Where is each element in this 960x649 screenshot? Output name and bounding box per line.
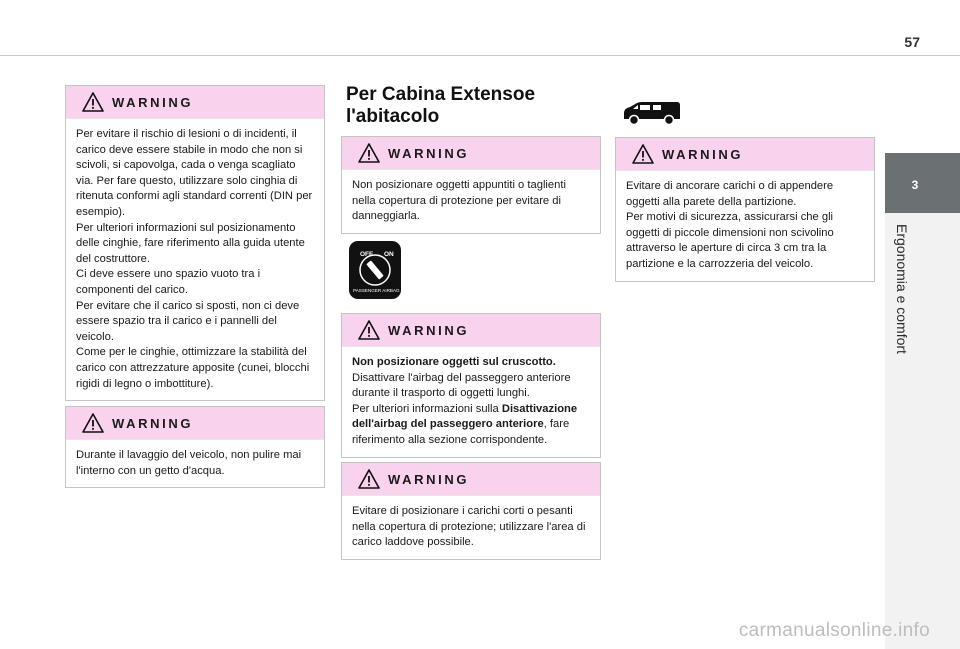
warning-body xyxy=(342,347,600,457)
chapter-number: 3 xyxy=(911,178,919,192)
warning-header xyxy=(342,314,600,347)
warning-paragraph: Durante il lavaggio del veicolo, non pulire mai l'interno con un getto d'acqua. xyxy=(76,449,302,477)
warning-triangle-icon xyxy=(358,320,380,340)
warning-paragraph: Per evitare che il carico si sposti, non ci deve essere spazio tra il carico e i pannelli del veicolo. xyxy=(76,299,300,343)
warning-triangle-icon xyxy=(358,469,380,489)
warning-box-washing xyxy=(65,406,325,488)
warning-paragraph: Per motivi di sicurezza, assicurarsi che gli oggetti di piccole dimensioni non scivolino attraverso le aperture di circa 3 cm tra la partizione e la carrozzeria del veicolo. xyxy=(626,211,834,270)
warning-bold-line: Non posizionare oggetti sul cruscotto. xyxy=(352,356,556,368)
passenger-airbag-switch-icon xyxy=(348,240,402,300)
warning-box-protective-cover xyxy=(341,136,601,234)
watermark: carmanualsonline.info xyxy=(738,620,930,641)
chapter-title: Ergonomia e comfort xyxy=(894,224,910,354)
warning-body xyxy=(66,119,324,400)
warning-text: , fare riferimento alla sezione corrispondente. xyxy=(352,418,570,446)
warning-header xyxy=(342,463,600,496)
warning-body xyxy=(342,170,600,233)
section-title: Per Cabina Extensoe l'abitacolo xyxy=(346,84,536,127)
warning-box-heavy-loads xyxy=(341,462,601,560)
warning-header xyxy=(66,407,324,440)
warning-paragraph: Non posizionare oggetti appuntiti o taglienti nella copertura di protezione per evitare di danneggiarla. xyxy=(352,179,566,223)
warning-triangle-icon xyxy=(82,92,104,112)
airbag-on-label: ON xyxy=(384,251,394,258)
warning-text: Per ulteriori informazioni sulla xyxy=(352,402,502,415)
warning-paragraph: Disattivare l'airbag del passeggero anteriore durante il trasporto di oggetti lunghi. xyxy=(352,371,571,400)
warning-title: WARNING xyxy=(662,147,744,162)
warning-box-load-securing xyxy=(65,85,325,401)
cross-reference-link[interactable]: Disattivazione dell'airbag del passeggero anteriore xyxy=(352,402,578,431)
warning-title: WARNING xyxy=(388,472,470,487)
warning-box-dashboard xyxy=(341,313,601,458)
warning-triangle-icon xyxy=(632,144,654,164)
warning-title: WARNING xyxy=(112,95,194,110)
warning-triangle-icon xyxy=(358,143,380,163)
warning-body xyxy=(342,496,600,559)
warning-body xyxy=(616,171,874,281)
warning-paragraph: Ci deve essere uno spazio vuoto tra i componenti del carico. xyxy=(76,268,261,296)
warning-title: WARNING xyxy=(388,323,470,338)
warning-paragraph: Evitare di ancorare carichi o di appendere oggetti alla parete della partizione. xyxy=(626,180,834,208)
van-icon xyxy=(620,100,682,126)
warning-header xyxy=(616,138,874,171)
warning-title: WARNING xyxy=(112,416,194,431)
header-divider xyxy=(0,55,960,56)
warning-paragraph: Per ulteriori informazioni sul posizionamento delle cinghie, fare riferimento alla guida utente del costruttore. xyxy=(76,221,305,265)
warning-paragraph xyxy=(352,402,590,449)
airbag-badge-label: PASSENGER AIRBAG xyxy=(353,288,400,293)
warning-paragraph: Evitare di posizionare i carichi corti o pesanti nella copertura di protezione; utilizzare l'area di carico laddove possibile. xyxy=(352,505,586,549)
warning-paragraph: Come per le cinghie, ottimizzare la stabilità del carico con attrezzature apposite (cunei, blocchi rigidi di legno o imbottiture). xyxy=(76,346,310,390)
page-number: 57 xyxy=(904,34,920,50)
warning-header xyxy=(66,86,324,119)
airbag-off-label: OFF xyxy=(360,251,373,258)
warning-paragraph: Per evitare il rischio di lesioni o di incidenti, il carico deve essere stabile in modo che non si scivoli, si capovolga, cada o venga scagliato via. Per fare questo, utilizzare solo cinghia di ritenuta conformi agli standard correnti (DIN per esempio). xyxy=(76,128,313,218)
warning-title: WARNING xyxy=(388,146,470,161)
warning-box-partition xyxy=(615,137,875,282)
warning-header xyxy=(342,137,600,170)
warning-triangle-icon xyxy=(82,413,104,433)
warning-body xyxy=(66,440,324,487)
